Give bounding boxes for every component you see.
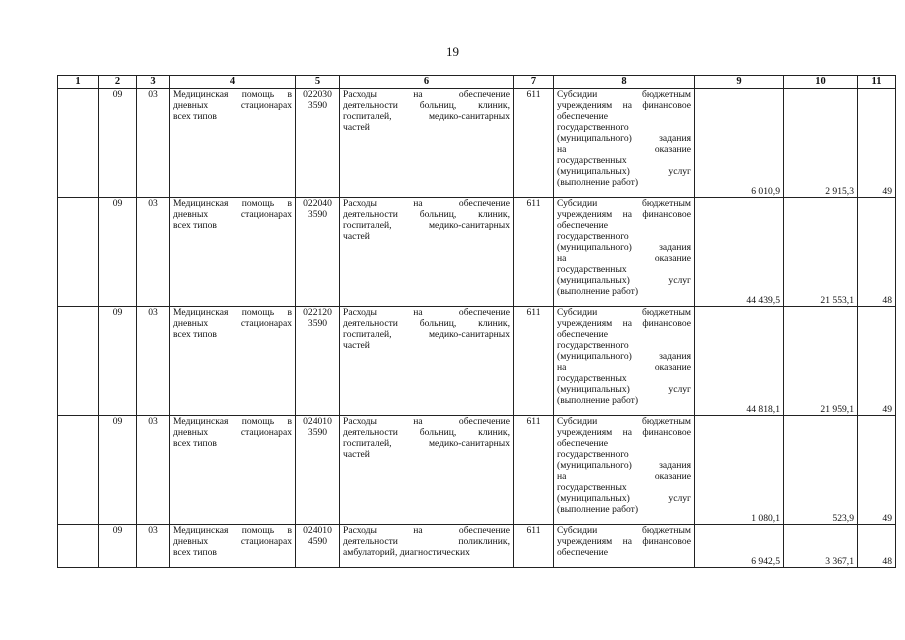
cell-col10-amount: 21 959,1: [784, 307, 858, 416]
cell-col1: [58, 307, 99, 416]
cell-col2-section: 09: [99, 525, 137, 568]
cell-col11-percent: 49: [858, 307, 896, 416]
cell-col9-amount: 44 439,5: [695, 198, 784, 307]
cell-col5-code: [296, 89, 340, 198]
cell-col6-expense: [340, 198, 514, 307]
cell-col7-type: 611: [514, 525, 554, 568]
header-col-7: 7: [514, 76, 554, 89]
cell-col8-description-line: обеспечение: [557, 329, 609, 340]
cell-col8-description-line: государственного: [557, 340, 629, 351]
cell-col4-name: [170, 416, 296, 525]
cell-col10-amount: 2 915,3: [784, 89, 858, 198]
cell-col10-amount: 21 553,1: [784, 198, 858, 307]
cell-col8-description-line: обеспечение: [557, 438, 609, 449]
cell-col4-name-line: всех типов: [173, 111, 217, 122]
cell-col5-code-line: 3590: [307, 318, 328, 329]
table-row: [58, 198, 896, 307]
cell-col5-code: [296, 198, 340, 307]
cell-col8-description-line: государственного: [557, 449, 629, 460]
cell-col6-expense-line: Расходы на обеспечение: [343, 416, 510, 427]
cell-col8-description: [554, 307, 695, 416]
header-col-5: 5: [296, 76, 340, 89]
cell-col8-description-line: (муниципального) задания: [557, 460, 691, 471]
cell-col6-expense-line: деятельности больниц, клиник,: [343, 318, 510, 329]
cell-col1: [58, 525, 99, 568]
cell-col6-expense-line: деятельности поликлиник,: [343, 536, 510, 547]
cell-col7-type: 611: [514, 198, 554, 307]
header-col-2: 2: [99, 76, 137, 89]
table-row: [58, 525, 896, 568]
table-row: [58, 307, 896, 416]
cell-col5-code-line: 022040: [303, 198, 332, 209]
cell-col4-name: [170, 89, 296, 198]
cell-col8-description-line: (муниципальных) услуг: [557, 493, 691, 504]
header-col-1: 1: [58, 76, 99, 89]
cell-col5-code: [296, 416, 340, 525]
cell-col8-description-line: на оказание: [557, 144, 691, 155]
cell-col11-percent: 48: [858, 525, 896, 568]
cell-col4-name-line: всех типов: [173, 547, 217, 558]
cell-col8-description-line: (выполнение работ): [557, 177, 639, 188]
cell-col6-expense-line: амбулаторий, диагностических: [343, 547, 470, 558]
cell-col4-name-line: дневных стационарах: [173, 536, 292, 547]
cell-col8-description-line: (муниципальных) услуг: [557, 275, 691, 286]
cell-col5-code-line: 024010: [303, 525, 332, 536]
cell-col8-description-line: Субсидии бюджетным: [557, 89, 691, 100]
cell-col8-description-line: на оказание: [557, 471, 691, 482]
cell-col8-description-line: на оказание: [557, 362, 691, 373]
cell-col4-name-line: Медицинская помощь в: [173, 307, 292, 318]
cell-col8-description-line: (муниципального) задания: [557, 242, 691, 253]
cell-col3-subsection: 03: [137, 198, 170, 307]
cell-col8-description: [554, 89, 695, 198]
cell-col9-amount: 6 010,9: [695, 89, 784, 198]
cell-col7-type: 611: [514, 307, 554, 416]
cell-col8-description-line: государственных: [557, 264, 627, 275]
cell-col5-code-line: 022120: [303, 307, 332, 318]
cell-col8-description-line: на оказание: [557, 253, 691, 264]
cell-col4-name: [170, 198, 296, 307]
budget-table: [57, 75, 896, 568]
cell-col6-expense-line: Расходы на обеспечение: [343, 525, 510, 536]
cell-col5-code-line: 022030: [303, 89, 332, 100]
cell-col8-description-line: государственных: [557, 155, 627, 166]
cell-col8-description-line: обеспечение: [557, 220, 609, 231]
cell-col8-description: [554, 198, 695, 307]
header-col-6: 6: [340, 76, 514, 89]
header-col-4: 4: [170, 76, 296, 89]
cell-col6-expense: [340, 307, 514, 416]
cell-col2-section: 09: [99, 89, 137, 198]
cell-col6-expense-line: деятельности больниц, клиник,: [343, 100, 510, 111]
cell-col11-percent: 49: [858, 416, 896, 525]
header-col-3: 3: [137, 76, 170, 89]
cell-col6-expense-line: госпиталей, медико-санитарных: [343, 438, 510, 449]
cell-col4-name-line: дневных стационарах: [173, 100, 292, 111]
cell-col1: [58, 416, 99, 525]
cell-col8-description-line: (муниципального) задания: [557, 351, 691, 362]
cell-col7-type: 611: [514, 416, 554, 525]
cell-col9-amount: 44 818,1: [695, 307, 784, 416]
page-number: 19: [446, 44, 459, 59]
cell-col3-subsection: 03: [137, 307, 170, 416]
cell-col8-description-line: Субсидии бюджетным: [557, 198, 691, 209]
cell-col5-code: [296, 525, 340, 568]
cell-col6-expense-line: деятельности больниц, клиник,: [343, 209, 510, 220]
cell-col6-expense: [340, 525, 514, 568]
cell-col11-percent: 48: [858, 198, 896, 307]
header-col-11: 11: [858, 76, 896, 89]
cell-col6-expense-line: госпиталей, медико-санитарных: [343, 329, 510, 340]
cell-col8-description: [554, 416, 695, 525]
cell-col2-section: 09: [99, 416, 137, 525]
cell-col4-name-line: всех типов: [173, 438, 217, 449]
cell-col6-expense-line: госпиталей, медико-санитарных: [343, 220, 510, 231]
cell-col1: [58, 198, 99, 307]
cell-col7-type: 611: [514, 89, 554, 198]
cell-col8-description-line: учреждениям на финансовое: [557, 209, 691, 220]
cell-col10-amount: 3 367,1: [784, 525, 858, 568]
header-col-9: 9: [695, 76, 784, 89]
cell-col8-description-line: (муниципального) задания: [557, 133, 691, 144]
cell-col6-expense-line: частей: [343, 340, 370, 351]
cell-col5-code-line: 024010: [303, 416, 332, 427]
cell-col4-name-line: всех типов: [173, 329, 217, 340]
cell-col8-description-line: Субсидии бюджетным: [557, 416, 691, 427]
cell-col3-subsection: 03: [137, 525, 170, 568]
cell-col4-name: [170, 307, 296, 416]
cell-col4-name-line: дневных стационарах: [173, 427, 292, 438]
header-row: [58, 76, 896, 89]
cell-col8-description-line: учреждениям на финансовое: [557, 536, 691, 547]
cell-col9-amount: 1 080,1: [695, 416, 784, 525]
cell-col8-description-line: учреждениям на финансовое: [557, 427, 691, 438]
cell-col4-name-line: дневных стационарах: [173, 318, 292, 329]
cell-col8-description-line: (муниципальных) услуг: [557, 384, 691, 395]
cell-col8-description-line: Субсидии бюджетным: [557, 525, 691, 536]
cell-col1: [58, 89, 99, 198]
header-col-10: 10: [784, 76, 858, 89]
cell-col6-expense-line: Расходы на обеспечение: [343, 307, 510, 318]
cell-col8-description-line: государственного: [557, 231, 629, 242]
cell-col4-name-line: всех типов: [173, 220, 217, 231]
cell-col10-amount: 523,9: [784, 416, 858, 525]
cell-col8-description-line: (выполнение работ): [557, 395, 639, 406]
cell-col3-subsection: 03: [137, 416, 170, 525]
cell-col8-description-line: (муниципальных) услуг: [557, 166, 691, 177]
cell-col8-description-line: обеспечение: [557, 547, 609, 558]
cell-col6-expense-line: частей: [343, 449, 370, 460]
cell-col8-description-line: государственных: [557, 373, 627, 384]
cell-col5-code-line: 4590: [307, 536, 328, 547]
cell-col6-expense: [340, 89, 514, 198]
cell-col6-expense-line: госпиталей, медико-санитарных: [343, 111, 510, 122]
cell-col4-name-line: Медицинская помощь в: [173, 416, 292, 427]
cell-col6-expense-line: Расходы на обеспечение: [343, 89, 510, 100]
cell-col11-percent: 49: [858, 89, 896, 198]
cell-col8-description-line: учреждениям на финансовое: [557, 100, 691, 111]
cell-col4-name-line: Медицинская помощь в: [173, 198, 292, 209]
cell-col8-description-line: учреждениям на финансовое: [557, 318, 691, 329]
cell-col4-name-line: Медицинская помощь в: [173, 525, 292, 536]
cell-col8-description-line: (выполнение работ): [557, 504, 639, 515]
table-row: [58, 416, 896, 525]
cell-col5-code-line: 3590: [307, 100, 328, 111]
cell-col8-description-line: государственных: [557, 482, 627, 493]
cell-col3-subsection: 03: [137, 89, 170, 198]
cell-col8-description: [554, 525, 695, 568]
cell-col4-name-line: Медицинская помощь в: [173, 89, 292, 100]
cell-col6-expense-line: Расходы на обеспечение: [343, 198, 510, 209]
cell-col5-code-line: 3590: [307, 209, 328, 220]
cell-col8-description-line: Субсидии бюджетным: [557, 307, 691, 318]
table-row: [58, 89, 896, 198]
cell-col2-section: 09: [99, 198, 137, 307]
cell-col8-description-line: (выполнение работ): [557, 286, 639, 297]
cell-col2-section: 09: [99, 307, 137, 416]
cell-col4-name: [170, 525, 296, 568]
cell-col6-expense: [340, 416, 514, 525]
cell-col6-expense-line: частей: [343, 231, 370, 242]
cell-col5-code: [296, 307, 340, 416]
cell-col6-expense-line: частей: [343, 122, 370, 133]
cell-col9-amount: 6 942,5: [695, 525, 784, 568]
cell-col8-description-line: обеспечение: [557, 111, 609, 122]
header-col-8: 8: [554, 76, 695, 89]
cell-col4-name-line: дневных стационарах: [173, 209, 292, 220]
cell-col5-code-line: 3590: [307, 427, 328, 438]
cell-col6-expense-line: деятельности больниц, клиник,: [343, 427, 510, 438]
cell-col8-description-line: государственного: [557, 122, 629, 133]
